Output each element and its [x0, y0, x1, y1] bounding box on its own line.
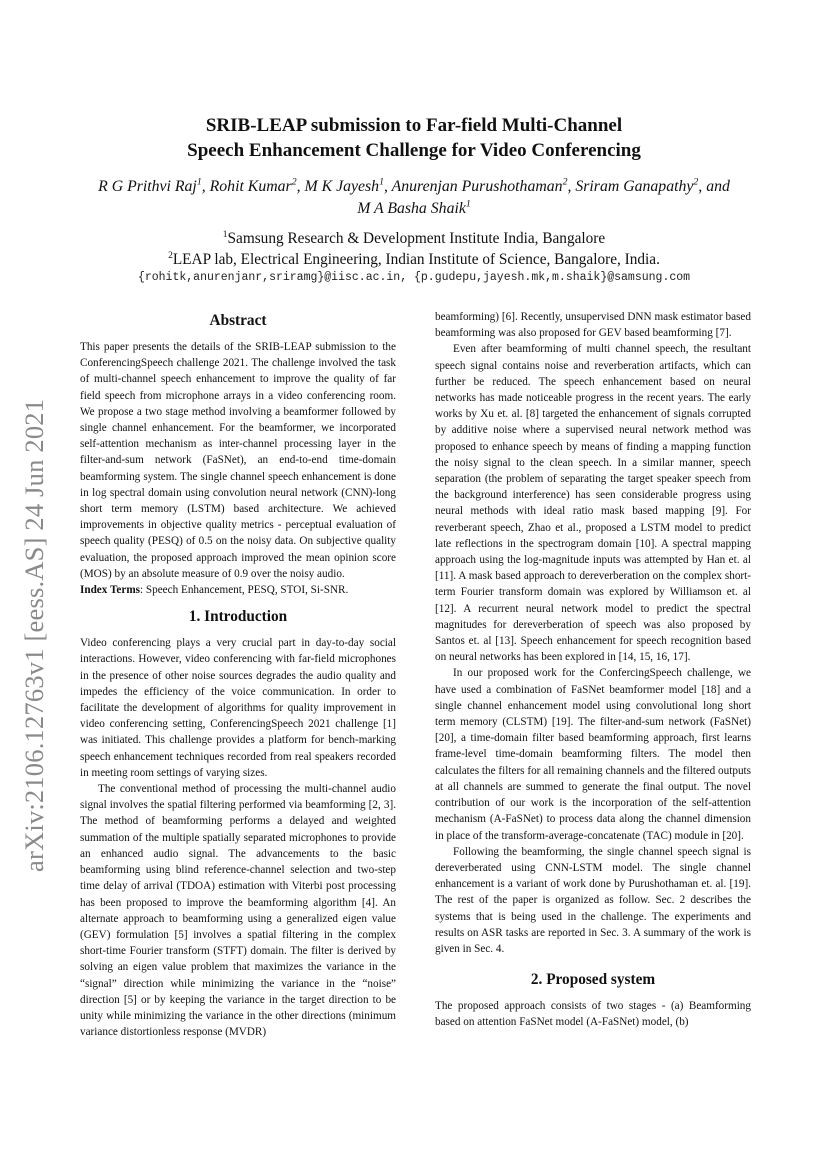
author-name: M A Basha Shaik [357, 200, 466, 217]
title-line-1: SRIB-LEAP submission to Far-field Multi-Channel [205, 115, 623, 136]
affiliation-marker: 2 [562, 176, 568, 188]
right-paragraph-2: In our proposed work for the ConfercingSpeech challenge, we have used a combination of FaSNet beamformer model [18] and a single channel enhancement model using convolutional long short term memory (CLSTM) [19]. The filter-and-sum network (FaSNet) [20], a time-domain filter based beamforming approach, first learns frame-level time-domain beamforming filters. The model then calculates the filters for all remaining channels and the filtered outputs at all channels are summed to generate the final output. The novel contribution of our work is the incorporation of the self-attention mechanism (A-FaSNet) to process data along the channel dimension in place of the transform-average-concatenate (TAC) module in [20]. [435, 667, 751, 842]
author-name: R G Prithvi Raj [98, 178, 197, 195]
index-terms: Index Terms: Speech Enhancement, PESQ, STOI, Si-SNR. [80, 584, 349, 597]
left-column [80, 309, 396, 1040]
author-name: Rohit Kumar [209, 178, 292, 195]
arxiv-stamp: arXiv:2106.12763v1 [eess.AS] 24 Jun 2021 [19, 398, 49, 872]
introduction-heading: 1. Introduction [188, 608, 288, 626]
right-paragraph-4: The proposed approach consists of two stages - (a) Beamforming based on attention FaSNet model (A-FaSNet) model, (b) [435, 1000, 751, 1029]
affiliation-1: $^1$Samsung Research & Development Institute India, Bangalore [222, 229, 606, 247]
affiliation-marker: 1 [196, 176, 202, 188]
affiliations [70, 229, 758, 270]
author-emails: {rohitk,anurenjanr,sriramg}@iisc.ac.in, {p.gudepu,jayesh.mk,m.shaik}@samsung.com [137, 271, 691, 284]
author-name: Anurenjan Purushothaman [391, 178, 563, 195]
right-paragraph-1: Even after beamforming of multi channel speech, the resultant speech signal contains noise and reverberation artifacts, which can further be reduced. The speech enhancement based on neural networks has made noticeable progress in the recent years. The early works by Xu et. al. [8] targeted the enhancement of signals corrupted by additive noise where a supervised neural network method was proposed to enhance speech by means of finding a mapping function the noisy signal to the clean speech. In a similar manner, speech separation (the problem of separating the target speaker speech from the background interference) has seen considerable progress using neural methods with ideal ratio mask based mapping [9]. For reverberant speech, Zhao et al., proposed a LSTM model to predict late reflections in the spectrogram domain [10]. A spectral mapping approach using the log-magnitude inputs was attempted by Han et. al [11]. A mask based approach to dereverberation on the complex short-term Fourier transform domain was explored by Williamson et. al [12]. A recurrent neural network model to predict the spectral magnitudes for dereverberation of speech was also proposed by Santos et. al [13]. Speech enhancement for speech recognition based on neural networks has been explored in [14, 15, 16, 17]. [435, 343, 751, 664]
title-line-2: Speech Enhancement Challenge for Video Conferencing [187, 140, 641, 161]
index-terms-label: Index Terms [80, 584, 140, 597]
affiliation-2: $^2$LEAP lab, Electrical Engineering, Indian Institute of Science, Bangalore, India. [168, 250, 660, 268]
affiliation-marker: 2 [291, 176, 297, 188]
right-paragraph-0: beamforming) [6]. Recently, unsupervised DNN mask estimator based beamforming was also proposed for GEV based beamforming [7]. [435, 311, 751, 340]
author-name: M K Jayesh [304, 178, 380, 195]
affiliation-marker: 1 [465, 198, 471, 210]
affiliation-marker: 2 [693, 176, 699, 188]
author-list: R G Prithvi Raj$^1$, Rohit Kumar$^2$, M K Jayesh$^1$, Anurenjan Purushothaman$^2$, Sriram Ganapathy$^2$, and M A Basha Shaik$^1$ [98, 176, 730, 217]
intro-paragraph-2: The conventional method of processing the multi-channel audio signal involves the spatial filtering performed via beamforming [2, 3]. The method of beamforming performs a delayed and weighted summation of the multiple spatially separated microphones to provide an enhanced audio signal. The advancements to the basic beamforming using blind reference-channel selection and two-step time delay of arrival (TDOA) estimation with Viterbi post processing has been proposed to improve the beamforming algorithm [4]. An alternate approach to beamforming using a generalized eigen value (GEV) formulation [5] involves a spatial filtering in the complex short-time Fourier transform (STFT) domain. The filter is derived by solving an eigen value problem that maximizes the variance in the “signal” direction while minimizing the variance in the “noise” direction [5] or by keeping the variance in the target direction to be unity while minimizing the variance in the other directions (minimum variance distortionless response (MVDR) [80, 783, 396, 1039]
intro-paragraph-1: Video conferencing plays a very crucial part in day-to-day social interactions. However, video conferencing with far-field microphones in the presence of other noise sources degrades the audio quality and impedes the efficiency of the voice communication. In order to facilitate the development of algorithms for quality improvement in video conferencing setting, ConferencingSpeech 2021 challenge [1] was initiated. This challenge provides a platform for bench-marking speech enhancement techniques recorded from real speakers recorded in meeting room settings of varying sizes. [80, 637, 396, 779]
affiliation-marker: 1 [379, 176, 384, 188]
proposed-system-heading: 2. Proposed system [530, 971, 656, 989]
paper-title [80, 113, 748, 163]
abstract-body: This paper presents the details of the SRIB-LEAP submission to the ConferencingSpeech challenge 2021. The challenge involved the task of multi-channel speech enhancement to improve the quality of far field speech from microphone arrays in a video conferencing room. We propose a two stage method involving a beamformer followed by single channel enhancement. For the beamformer, we incorporated self-attention mechanism as inter-channel processing layer in the filter-and-sum network (FaSNet), an end-to-end time-domain beamforming system. The single channel speech enhancement is done in log spectral domain using convolution neural network (CNN)-long short term memory (LSTM) based architecture. We achieved improvements in objective quality metrics - perceptual evaluation of speech quality (PESQ) of 0.5 on the noisy data. On subjective quality evaluation, the proposed approach improved the mean opinion score (MOS) by an absolute measure of 0.9 over the noisy audio. [80, 341, 396, 580]
right-column [435, 309, 751, 1031]
author-name: Sriram Ganapathy [575, 178, 694, 195]
right-paragraph-3: Following the beamforming, the single channel speech signal is dereverberated using CNN-LSTM model. The single channel enhancement is a variant of work done by Purushothaman et. al. [19]. The rest of the paper is organized as follow. Sec. 2 describes the systems that is being used in the challenge. The experiments and results on ASR tasks are reported in Sec. 3. A summary of the work is given in Sec. 4. [435, 845, 751, 955]
abstract-heading: Abstract [209, 312, 267, 329]
